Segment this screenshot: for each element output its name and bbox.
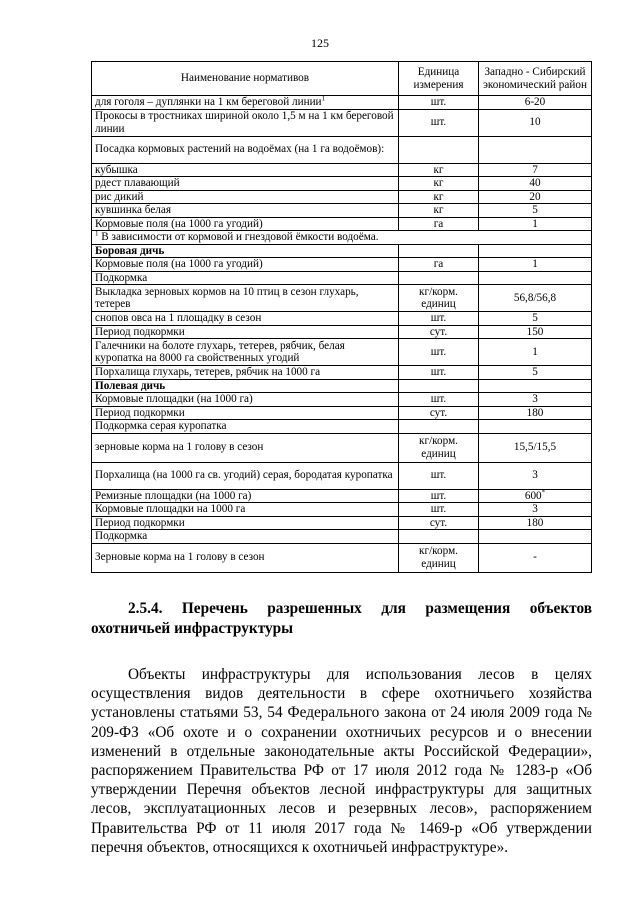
cell-unit: га (399, 258, 479, 272)
cell-unit (399, 244, 479, 258)
table-row (92, 136, 592, 163)
cell-name (92, 271, 399, 285)
table-row (92, 244, 592, 258)
cell-name (92, 136, 399, 163)
cell-unit: сут. (399, 325, 479, 339)
cell-name-text: Полевая дичь (95, 379, 166, 392)
cell-name (92, 420, 399, 434)
cell-name-text: Порхалища (на 1000 га св. угодий) серая, бородатая куропатка (95, 469, 393, 482)
cell-unit: шт. (399, 393, 479, 407)
table-row (92, 231, 592, 245)
cell-name (92, 393, 399, 407)
cell-value (479, 503, 592, 517)
cell-name-text: Боровая дичь (95, 244, 165, 257)
header-name: Наименование нормативов (92, 62, 399, 96)
cell-unit: шт. (399, 339, 479, 366)
cell-value (479, 420, 592, 434)
cell-value-text: 600 (524, 489, 542, 502)
table-row (92, 204, 592, 218)
cell-name (92, 285, 399, 312)
footnote-text: В зависимости от кормовой и гнездовой ёмкости водоёма. (98, 231, 379, 243)
cell-name (92, 190, 399, 204)
cell-name (92, 366, 399, 380)
cell-name (92, 339, 399, 366)
table-row (92, 312, 592, 326)
cell-unit: кг/корм. единиц (399, 433, 479, 462)
cell-value-text: 20 (529, 190, 541, 203)
cell-unit: сут. (399, 516, 479, 530)
cell-value (479, 271, 592, 285)
table-row (92, 325, 592, 339)
cell-value-text: 56,8/56,8 (513, 291, 557, 304)
cell-value (479, 339, 592, 366)
cell-value-text: 1 (532, 217, 538, 230)
cell-value (479, 530, 592, 544)
cell-name-text: Кормовые поля (на 1000 га угодий) (95, 258, 263, 270)
cell-value-text: 3 (532, 503, 538, 515)
table-row (92, 433, 592, 462)
cell-name-text: Период подкормки (95, 406, 185, 419)
cell-name-text: Кормовые поля (на 1000 га угодий) (95, 217, 263, 230)
cell-value-text: 180 (526, 406, 544, 419)
cell-value-text: 6-20 (524, 96, 546, 108)
cell-value-text: 7 (532, 163, 538, 176)
cell-value (479, 177, 592, 191)
table-row (92, 516, 592, 530)
cell-unit: кг (399, 190, 479, 204)
cell-name (92, 217, 399, 231)
cell-value (479, 379, 592, 393)
cell-unit: шт. (399, 503, 479, 517)
cell-name (92, 543, 399, 572)
table-row (92, 543, 592, 572)
cell-name-text: зерновые корма на 1 голову в сезон (95, 441, 264, 454)
cell-unit: шт. (399, 462, 479, 489)
table-row (92, 339, 592, 366)
table-row (92, 379, 592, 393)
table-row (92, 366, 592, 380)
cell-value (479, 217, 592, 231)
cell-name-text: Подкормка серая куропатка (95, 420, 227, 432)
table-header-row (92, 62, 592, 96)
cell-unit (399, 530, 479, 544)
cell-name (92, 433, 399, 462)
cell-name-text: Подкормка (95, 530, 148, 542)
cell-name-text: Период подкормки (95, 516, 185, 529)
header-unit: Единица измерения (399, 62, 479, 96)
cell-name (92, 406, 399, 420)
norms-table (91, 61, 592, 573)
cell-name (92, 462, 399, 489)
table-row (92, 489, 592, 503)
body-paragraph (91, 665, 592, 857)
cell-value (479, 96, 592, 110)
cell-name (92, 163, 399, 177)
cell-value (479, 258, 592, 272)
cell-value (479, 366, 592, 380)
cell-value (479, 190, 592, 204)
cell-value (479, 285, 592, 312)
cell-value-text: 1 (532, 258, 538, 270)
cell-name (92, 96, 399, 110)
cell-name (92, 109, 399, 136)
cell-unit: шт. (399, 366, 479, 380)
cell-value-text: 10 (529, 116, 541, 129)
cell-name (92, 379, 399, 393)
cell-value (479, 244, 592, 258)
cell-value (479, 489, 592, 503)
cell-name-text: Кормовые площадки на 1000 га (95, 503, 246, 515)
cell-name-text: Прокосы в тростниках шириной около 1,5 м на 1 км береговой линии (95, 110, 394, 135)
cell-value-text: 3 (532, 469, 538, 482)
cell-name (92, 177, 399, 191)
section-number: 2.5.4. (128, 600, 163, 617)
table-row (92, 258, 592, 272)
table-row (92, 462, 592, 489)
cell-value (479, 393, 592, 407)
cell-value (479, 163, 592, 177)
cell-name (92, 258, 399, 272)
cell-value (479, 109, 592, 136)
cell-name (92, 244, 399, 258)
cell-unit: га (399, 217, 479, 231)
paragraph-text: Объекты инфраструктуры для использования лесов в целях осуществления видов деятельности в сфере охотничьего хозяйства установлены статьями 53, 54 Федерального закона от 24 июля 2009 года № 209-ФЗ «Об охоте и о сохранении охотничьих ресурсов и о внесении изменений в отдельные законодательные акты Российской Федерации», распоряжением Правительства РФ от 17 июля 2012 года № 1283-р «Об утверждении Перечня объектов лесной инфраструктуры для защитных лесов, эксплуатационных лесов и резервных лесов», распоряжением Правительства РФ от 11 июля 2017 года № 1469-р «Об утверждении перечня объектов, относящихся к охотничьей инфраструктуре». (91, 666, 592, 856)
cell-name (92, 204, 399, 218)
cell-value (479, 462, 592, 489)
table-row (92, 190, 592, 204)
cell-value-text: 5 (532, 366, 538, 378)
cell-value (479, 406, 592, 420)
cell-name (92, 503, 399, 517)
header-region: Западно - Сибирский экономический район (479, 62, 592, 96)
cell-name-text: кувшинка белая (95, 204, 171, 216)
table-row (92, 109, 592, 136)
cell-name-text: для гоголя – дуплянки на 1 км береговой линии (95, 96, 322, 108)
cell-name-text: Выкладка зерновых кормов на 10 птиц в сезон глухарь, тетерев (95, 285, 359, 310)
footnote-ref: 1 (321, 94, 326, 103)
table-row (92, 503, 592, 517)
cell-name (92, 312, 399, 326)
table-row (92, 393, 592, 407)
cell-name (92, 489, 399, 503)
cell-unit: шт. (399, 312, 479, 326)
table-row (92, 406, 592, 420)
table-row (92, 177, 592, 191)
cell-name (92, 325, 399, 339)
cell-value (479, 433, 592, 462)
cell-value-text: 15,5/15,5 (513, 441, 557, 454)
cell-name (92, 530, 399, 544)
cell-unit: кг/корм. единиц (399, 285, 479, 312)
cell-name-text: Зерновые корма на 1 голову в сезон (95, 551, 265, 564)
cell-unit: шт. (399, 96, 479, 110)
table-footnote (92, 231, 592, 245)
cell-value (479, 543, 592, 572)
cell-name-text: Порхалища глухарь, тетерев, рябчик на 1000 га (95, 366, 321, 378)
cell-name-text: Посадка кормовых растений на водоёмах (на 1 га водоёмов): (95, 143, 385, 156)
cell-unit: кг (399, 177, 479, 191)
cell-value-text: - (533, 551, 537, 564)
cell-value (479, 204, 592, 218)
cell-value (479, 325, 592, 339)
section-title: Перечень разрешенных для размещения объектов охотничьей инфраструктуры (91, 600, 592, 637)
cell-value-text: 5 (532, 312, 538, 324)
table-row (92, 271, 592, 285)
cell-name-text: снопов овса на 1 площадку в сезон (95, 312, 262, 324)
cell-value (479, 516, 592, 530)
cell-value (479, 136, 592, 163)
cell-unit (399, 136, 479, 163)
cell-unit (399, 420, 479, 434)
footnote-mark: 1 (95, 229, 99, 238)
cell-unit: шт. (399, 109, 479, 136)
cell-name-text: Кормовые площадки (на 1000 га) (95, 393, 253, 405)
cell-value-text: 180 (526, 516, 544, 529)
cell-value-text: 3 (532, 393, 538, 405)
cell-name-text: кубышка (95, 163, 138, 176)
table-row (92, 217, 592, 231)
cell-value-text: 1 (532, 345, 538, 358)
table-row (92, 96, 592, 110)
cell-unit: кг/корм. единиц (399, 543, 479, 572)
cell-unit: кг (399, 204, 479, 218)
cell-value (479, 312, 592, 326)
table-row (92, 163, 592, 177)
table-row (92, 420, 592, 434)
cell-unit (399, 271, 479, 285)
cell-unit: кг (399, 163, 479, 177)
section-heading (91, 599, 592, 639)
table-row (92, 285, 592, 312)
table-row (92, 530, 592, 544)
cell-name (92, 516, 399, 530)
cell-name-text: рдест плавающий (95, 177, 180, 189)
cell-name-text: рис дикий (95, 190, 144, 203)
page-number: 125 (311, 36, 329, 50)
cell-name-text: Ремизные площадки (на 1000 га) (95, 489, 252, 502)
cell-value-text: 40 (529, 177, 541, 189)
cell-value-text: 5 (532, 204, 538, 216)
cell-name-text: Период подкормки (95, 325, 185, 338)
cell-name-text: Подкормка (95, 271, 148, 284)
cell-unit (399, 379, 479, 393)
value-note-mark: * (541, 487, 546, 496)
cell-unit: сут. (399, 406, 479, 420)
cell-name-text: Галечники на болоте глухарь, тетерев, рябчик, белая куропатка на 8000 га свойственных угодий (95, 339, 345, 364)
cell-unit: шт. (399, 489, 479, 503)
cell-value-text: 150 (526, 325, 544, 338)
